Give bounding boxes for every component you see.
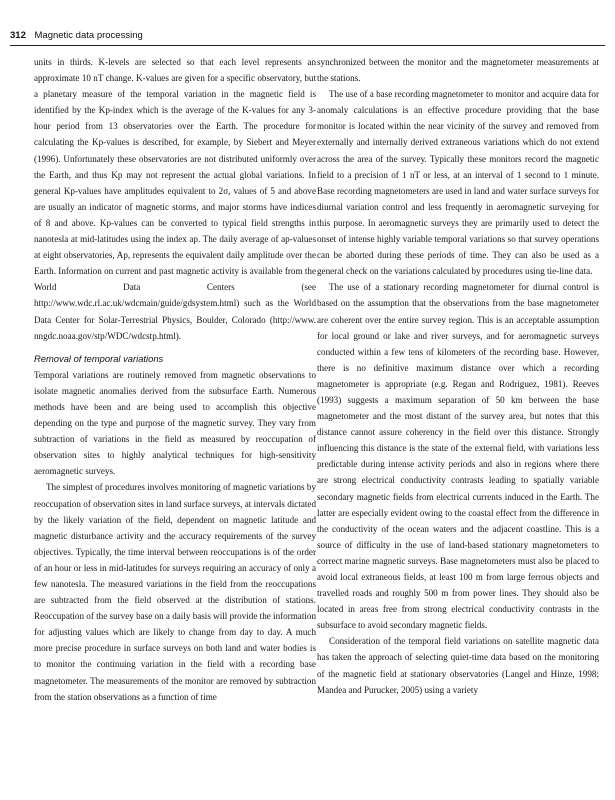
section-heading: Removal of temporal variations [34, 352, 164, 364]
running-title: Magnetic data processing [34, 30, 143, 41]
left-column [34, 54, 316, 784]
paragraph: Temporal variations are routinely removed from magnetic observations to isolate magnetic anomalies derived from the subsurface Earth. Numerous methods have been and are being used to accomplish this objective depending on the type and purpose of the magnetic survey. They vary from subtraction of variations in the field as measured by reoccupation of observation sites to highly analytical techniques for high-sensitivity aeromagnetic surveys. [34, 369, 316, 477]
page-number: 312 [10, 30, 26, 41]
paragraph: Consideration of the temporal field variations on satellite magnetic data has taken the approach of selecting quiet-time data based on the monitoring of the magnetic field at stationary observatories (Langel and Hinze, 1998; Mandea and Purucker, 2005) using a variety [317, 636, 599, 695]
paragraph: The simplest of procedures involves monitoring of magnetic variations by reoccupation of observation sites in land surface surveys, at intervals dictated by the likely variation of the field, dependent on magnetic latitude and magnetic disturbance activity and the accuracy requirements of the survey objectives. Typically, the time interval between reoccupations is of the order of an hour or less in mid-latitudes for surveys requiring an accuracy of only a few nanotesla. The measured variations in the field from the reoccupations are subtracted from the field observed at the distribution of stations. Reoccupation of the survey base on a daily basis will provide the information for adjusting values which are likely to change from day to day. A much more precise procedure in surface surveys on both land and water bodies is to monitor the continuing variation in the field with a recording base magnetometer. The measurements of the monitor are removed by subtraction from the station observations as a function of time [34, 482, 316, 702]
running-header [10, 30, 605, 44]
paragraph: The use of a base recording magnetometer to monitor and acquire data for anomaly calculations is an effective procedure providing that the base monitor is located within the near vicinity of the survey and removed from externally and internally derived extraneous variations which do not extend across the area of the survey. Typically these monitors record the magnetic field to a precision of 1 nT or less, at an interval of 1 second to 1 minute. Base recording magnetometers are used in land and water surface surveys for diurnal variation control and less frequently in aeromagnetic surveying for this purpose. In aeromagnetic surveys they are primarily used to detect the onset of intense highly variable temporal variations so that survey operations can be aborted during these periods of time. They can also be used as a general check on the variations calculated by procedures using tie-line data. [317, 89, 599, 277]
paragraph: The use of a stationary recording magnetometer for diurnal control is based on the assumption that the observations from the base magnetometer are coherent over the entire survey region. This is an acceptable assumption for local ground or lake and river surveys, and for aeromagnetic surveys conducted within a few tens of kilometers of the recording base. However, there is no definitive maximum distance over which a recording magnetometer is appropriate (e.g. Regan and Rodriguez, 1981). Reeves (1993) suggests a maximum separation of 50 km between the base magnetometer and the most distant of the survey area, but notes that this distance cannot assure coherency in the field over this distance. Strongly influencing this distance is the state of the external field, with variations less predictable during intense activity periods and also in regions where there are strong electrical conductivity contrasts leading to spatially variable secondary magnetic fields from electrical currents induced in the Earth. The latter are especially evident owing to the coastal effect from the difference in the conductivity of the ocean waters and the adjacent coastline. This is a source of difficulty in the use of land-based stationary magnetometers to correct marine magnetic surveys. Base magnetometers must also be placed to avoid local extraneous fields, at least 100 m from large ferrous objects and travelled roads and roughly 500 m from power lines. They should also be located in areas free from strong electrical conductivity contrasts in the subsurface to avoid secondary magnetic fields. [317, 282, 599, 631]
header-rule [10, 45, 605, 46]
paragraph: units in thirds. K-levels are selected so that each level represents an approximate 10 nT change. K-values are given for a specific observatory, but a planetary measure of the temporal variation in the magnetic field is identified by the Kp-index which is the average of the K-values for any 3-hour period from 13 observatories over the Earth. The procedure for calculating the Kp-values is described, for example, by Siebert and Meyer (1996). Unfortunately these observatories are not distributed uniformly over the Earth, and thus Kp may not represent the actual global variations. In general Kp-values have amplitudes equivalent to 2σ, values of 5 and above are usually an indicator of magnetic storms, and major storms have indices of 8 and above. Kp-values can be converted to typical field strengths in nanotesla at mid-latitudes using the index ap. The daily average of ap-values at eight observatories, Ap, represents the equivalent daily amplitude over the Earth. Information on current and past magnetic activity is available from the World Data Centers (see http://www.wdc.rl.ac.uk/wdcmain/guide/gdsystem.html) such as the World Data Center for Solar-Terrestrial Physics, Boulder, Colorado (http://www. nngdc.noaa.gov/stp/WDC/wdcstp.html). [34, 57, 316, 341]
right-column [317, 54, 599, 784]
paragraph: synchronized between the monitor and the magnetometer measurements at the stations. [317, 57, 599, 84]
